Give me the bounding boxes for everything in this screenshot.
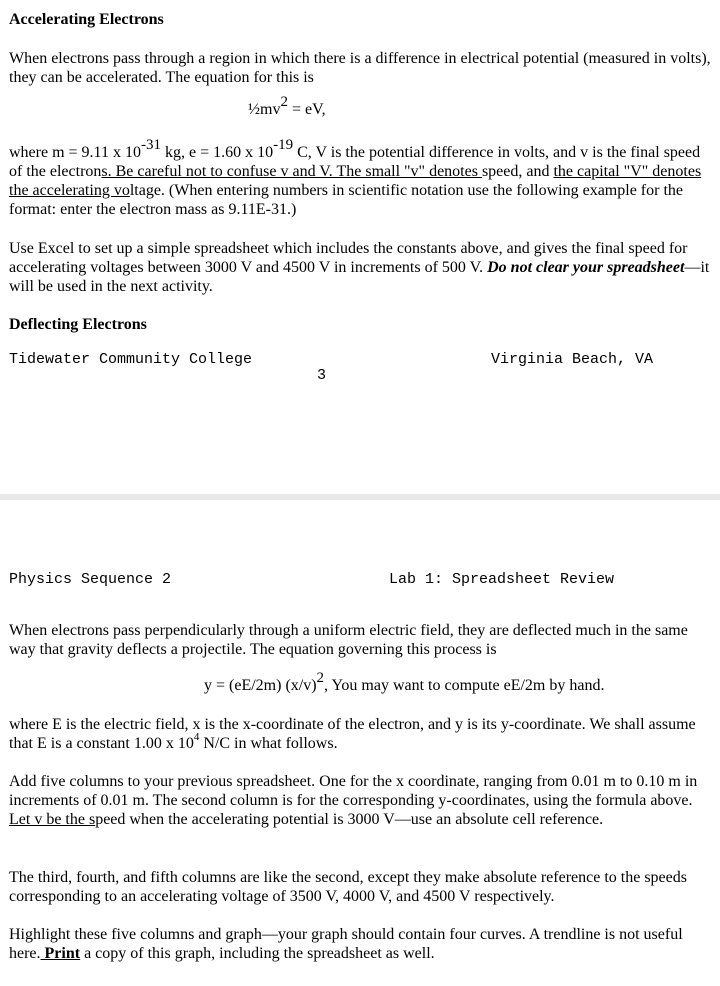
footer-location: Virginia Beach, VA [491, 351, 654, 368]
equation-deflection: y = (eE/2m) $(x/v)^2$, You may want to compute eE/2m by hand. [204, 669, 605, 694]
equation-kinetic-energy: $\frac{1}{2}mv^2$ = eV, [248, 93, 326, 118]
footer-college: Tidewater Community College [9, 351, 253, 368]
footer-page-number: 3 [317, 367, 327, 384]
paragraph-constants: where m = 9.11 x $10^{-31}$ kg, e = 1.60 x $10^{-19}$ C, V is the potential difference in volts, and v is the final speed of the electrons. Be careful not to confuse v and V. The small "v" denotes speed, and the capital "V" denotes the accelerating voltage. (When entering numbers in scientific notation use the following example for the format: enter the electron mass as 9.11E-31.) [9, 136, 702, 218]
paragraph-intro: When electrons pass through a region in which there is a difference in electrical potential (measured in volts), they can be accelerated. The equation for this is [9, 50, 711, 86]
heading-accelerating-electrons: Accelerating Electrons [9, 11, 164, 28]
heading-deflecting-electrons: Deflecting Electrons [9, 316, 147, 333]
paragraph-field-definition: where E is the electric field, x is the x-coordinate of the electron, and y is its y-coordinate. We shall assume that E is a constant 1.00 x $10^4$ N/C in what follows. [9, 716, 696, 752]
header-course: Physics Sequence 2 [9, 571, 172, 588]
paragraph-add-columns: Add five columns to your previous spreadsheet. One for the x coordinate, ranging from 0.01 m to 0.10 m in increments of 0.01 m. The second column is for the corresponding y-coordinates, using the formula above. Let v be the speed when the accelerating potential is 3000 V—use an absolute cell reference. [9, 773, 698, 828]
paragraph-other-columns: The third, fourth, and fifth columns are like the second, except they make absolute reference to the speeds corresponding to an accelerating voltage of 3500 V, 4000 V, and 4500 V respectively. [9, 869, 687, 905]
document-page-4 [0, 500, 720, 986]
paragraph-graph-instructions: Highlight these five columns and graph—your graph should contain four curves. A trendline is not useful here. Print a copy of this graph, including the spreadsheet as well. [9, 926, 683, 962]
paragraph-excel-instructions: Use Excel to set up a simple spreadsheet which includes the constants above, and gives the final speed for accelerating voltages between 3000 V and 4500 V in increments of 500 V. Do not clear your spreadsheet—it will be used in the next activity. [9, 240, 710, 295]
header-lab-title: Lab 1: Spreadsheet Review [389, 571, 615, 588]
paragraph-deflection-intro: When electrons pass perpendicularly through a uniform electric field, they are deflected much in the same way that gravity deflects a projectile. The equation governing this process is [9, 622, 688, 658]
